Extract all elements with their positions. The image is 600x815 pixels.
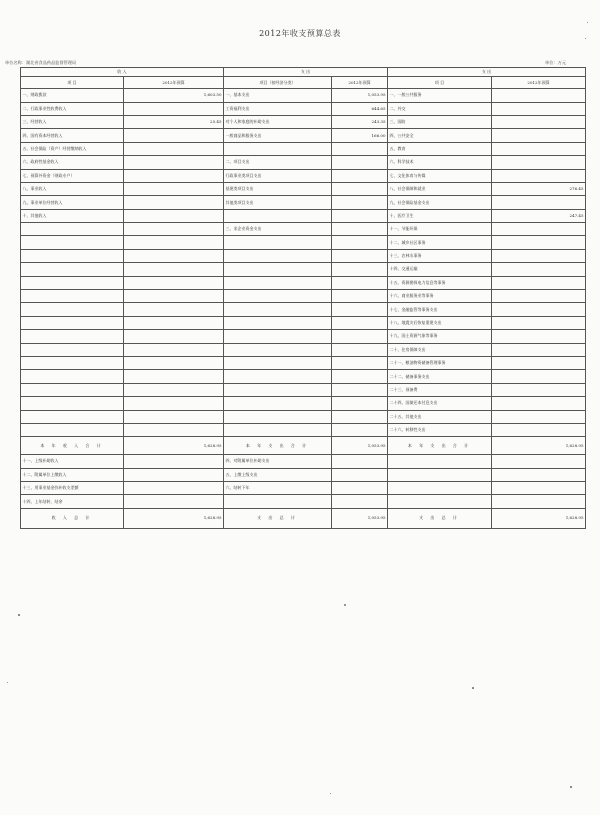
econ-amount-cell: [332, 357, 388, 370]
income-item-cell: [21, 357, 124, 370]
econ-amount-cell: [332, 196, 388, 209]
table-row: [21, 343, 586, 356]
income-amount-cell: [124, 370, 224, 383]
income-item-cell: [21, 249, 124, 262]
econ-amount-cell: [332, 169, 388, 182]
econ-amount-cell: [332, 142, 388, 155]
func-amount-cell: [492, 370, 586, 383]
income-amount-cell: [124, 290, 224, 303]
func-item-cell: 十、医疗卫生: [388, 209, 492, 222]
func-item-cell: [388, 481, 492, 494]
header-row-columns: [21, 76, 586, 88]
func-amount-cell: [492, 115, 586, 128]
econ-item-cell: [224, 410, 332, 423]
econ-item-cell: 对个人和家庭的补助支出: [224, 115, 332, 128]
econ-amount-cell: [332, 276, 388, 289]
document-title: 2012年收支预算总表: [259, 29, 341, 38]
income-total-amount: 1,628.95: [124, 437, 224, 455]
func-item-cell: 二十、住房保障支出: [388, 343, 492, 356]
func-item-cell: 十八、地震灾后恢复重建支出: [388, 316, 492, 329]
func-item-cell: 三、国防: [388, 115, 492, 128]
income-amount-cell: [124, 249, 224, 262]
econ-amount-cell: [332, 343, 388, 356]
econ-amount-cell: [332, 156, 388, 169]
econ-amount-cell: [332, 236, 388, 249]
table-row: [21, 397, 586, 410]
econ-item-cell: [224, 236, 332, 249]
income-amount-cell: [124, 169, 224, 182]
income-item-cell: 二、行政事业性收费收入: [21, 102, 124, 115]
unit-currency-label: 单位：万元: [545, 60, 566, 65]
table-row: [21, 316, 586, 329]
scan-speck: [585, 38, 586, 39]
func-item-cell: 二十二、储备事务支出: [388, 370, 492, 383]
func-amount-cell: [492, 102, 586, 115]
budget-summary-table: [20, 67, 586, 529]
table-row: [21, 410, 586, 423]
income-item-cell: 五、社会保险（资产）经营缴纳收入: [21, 142, 124, 155]
econ-item-cell: [224, 397, 332, 410]
expense-func-header: 支 出: [388, 68, 586, 77]
func-item-cell: 二、外交: [388, 102, 492, 115]
func-amount-cell: [492, 169, 586, 182]
func-amount-cell: [492, 249, 586, 262]
econ-amount-cell: [332, 316, 388, 329]
income-item-cell: [21, 236, 124, 249]
econ-item-cell: [224, 290, 332, 303]
income-amount-cell: [124, 423, 224, 436]
income-total-label: 本 年 收 入 合 计: [21, 437, 124, 455]
table-row: [21, 303, 586, 316]
table-row: [21, 196, 586, 209]
func-amount-cell: [492, 481, 586, 494]
func-item-cell: 二十四、国债还本付息支出: [388, 397, 492, 410]
income-amount-cell: [124, 209, 224, 222]
econ-item-cell: 一、基本支出: [224, 89, 332, 102]
func-amount-cell: [492, 223, 586, 236]
income-amount-cell: 1,603.50: [124, 89, 224, 102]
func-amount-cell: [492, 397, 586, 410]
func-amount-cell: [492, 423, 586, 436]
table-row: [21, 209, 586, 222]
func-item-cell: 二十五、其他支出: [388, 410, 492, 423]
income-grand-label: 收 入 总 计: [21, 508, 124, 528]
income-item-cell: [21, 397, 124, 410]
income-amount-cell: [124, 142, 224, 155]
econ-item-cell: [224, 249, 332, 262]
col-income-item: 项 目: [21, 76, 124, 88]
func-item-cell: 九、社会保险基金支出: [388, 196, 492, 209]
econ-item-cell: [224, 263, 332, 276]
econ-amount-cell: 243.35: [332, 115, 388, 128]
econ-item-cell: 五、上缴上级支出: [224, 468, 332, 481]
table-row: [21, 223, 586, 236]
table-row: [21, 249, 586, 262]
income-amount-cell: [124, 343, 224, 356]
income-item-cell: 十二、附属单位上缴收入: [21, 468, 124, 481]
func-amount-cell: [492, 343, 586, 356]
func-total-amount: 1,628.95: [492, 437, 586, 455]
income-item-cell: [21, 316, 124, 329]
table-row: [21, 290, 586, 303]
econ-total-amount: 1,053.95: [332, 437, 388, 455]
func-amount-cell: [492, 156, 586, 169]
econ-amount-cell: [332, 383, 388, 396]
func-item-cell: 十九、国土资源气象等事务: [388, 330, 492, 343]
econ-item-cell: [224, 370, 332, 383]
econ-amount-cell: [332, 290, 388, 303]
econ-amount-cell: [332, 370, 388, 383]
income-amount-cell: [124, 468, 224, 481]
table-row: [21, 455, 586, 468]
table-row: [21, 156, 586, 169]
grand-total-row: [21, 508, 586, 528]
func-item-cell: 十五、资源勘探电力信息等事务: [388, 276, 492, 289]
col-econ-budget: 2012年预算: [332, 76, 388, 88]
econ-amount-cell: [332, 330, 388, 343]
func-item-cell: [388, 468, 492, 481]
scan-speck: [472, 687, 474, 689]
table-row: [21, 276, 586, 289]
func-amount-cell: [492, 303, 586, 316]
table-row: [21, 468, 586, 481]
scan-speck: [344, 604, 346, 606]
econ-amount-cell: [332, 495, 388, 508]
table-row: [21, 115, 586, 128]
scan-speck: [18, 614, 20, 616]
scan-speck: [7, 682, 8, 683]
func-amount-cell: [492, 455, 586, 468]
income-item-cell: 一、财政拨款: [21, 89, 124, 102]
econ-grand-label: 支 出 总 计: [224, 508, 332, 528]
table-row: [21, 129, 586, 142]
econ-item-cell: 行政事业类项目支出: [224, 169, 332, 182]
econ-amount-cell: [332, 182, 388, 195]
func-amount-cell: [492, 263, 586, 276]
func-amount-cell: [492, 316, 586, 329]
func-item-cell: 十七、金融监管等事务支出: [388, 303, 492, 316]
func-item-cell: 十六、商业服务业等事务: [388, 290, 492, 303]
table-row: [21, 169, 586, 182]
func-item-cell: 二十六、转移性支出: [388, 423, 492, 436]
func-item-cell: 十一、节能环保: [388, 223, 492, 236]
func-item-cell: 四、公共安全: [388, 129, 492, 142]
func-amount-cell: [492, 290, 586, 303]
econ-amount-cell: 1,053.95: [332, 89, 388, 102]
table-row: [21, 357, 586, 370]
income-amount-cell: 25.45: [124, 115, 224, 128]
income-amount-cell: [124, 236, 224, 249]
econ-item-cell: [224, 343, 332, 356]
income-item-cell: [21, 423, 124, 436]
econ-item-cell: [224, 276, 332, 289]
table-row: [21, 263, 586, 276]
income-item-cell: 八、事业收入: [21, 182, 124, 195]
func-item-cell: [388, 495, 492, 508]
annual-total-row: [21, 437, 586, 455]
func-item-cell: 五、教育: [388, 142, 492, 155]
income-item-cell: 十三、用事业基金弥补收支差额: [21, 481, 124, 494]
func-item-cell: 二十三、预备费: [388, 383, 492, 396]
income-amount-cell: [124, 129, 224, 142]
income-amount-cell: [124, 182, 224, 195]
income-amount-cell: [124, 223, 224, 236]
table-row: [21, 142, 586, 155]
func-item-cell: 一、一般公共服务: [388, 89, 492, 102]
func-amount-cell: [492, 89, 586, 102]
table-row: [21, 423, 586, 436]
func-amount-cell: 247.45: [492, 209, 586, 222]
income-amount-cell: [124, 455, 224, 468]
table-row: [21, 481, 586, 494]
income-amount-cell: [124, 196, 224, 209]
income-amount-cell: [124, 383, 224, 396]
income-amount-cell: [124, 102, 224, 115]
income-item-cell: [21, 343, 124, 356]
econ-item-cell: 基建类项目支出: [224, 182, 332, 195]
econ-amount-cell: [332, 423, 388, 436]
func-grand-label: 支 出 总 计: [388, 508, 492, 528]
income-amount-cell: [124, 330, 224, 343]
econ-amount-cell: [332, 209, 388, 222]
econ-amount-cell: [332, 468, 388, 481]
income-grand-amount: 1,628.95: [124, 508, 224, 528]
econ-item-cell: 三、非企业资金支出: [224, 223, 332, 236]
econ-amount-cell: [332, 455, 388, 468]
col-func-item: 项 目: [388, 76, 492, 88]
econ-item-cell: [224, 316, 332, 329]
econ-item-cell: [224, 330, 332, 343]
income-item-cell: 四、国有资本经营收入: [21, 129, 124, 142]
income-item-cell: [21, 330, 124, 343]
table-row: [21, 383, 586, 396]
func-amount-cell: [492, 330, 586, 343]
income-item-cell: [21, 276, 124, 289]
econ-amount-cell: 166.00: [332, 129, 388, 142]
func-item-cell: [388, 455, 492, 468]
table-row: [21, 236, 586, 249]
income-item-cell: [21, 263, 124, 276]
table-row: [21, 495, 586, 508]
income-item-cell: [21, 370, 124, 383]
col-income-budget: 2012年预算: [124, 76, 224, 88]
econ-amount-cell: [332, 263, 388, 276]
func-amount-cell: [492, 142, 586, 155]
econ-item-cell: 二、项目支出: [224, 156, 332, 169]
func-amount-cell: [492, 383, 586, 396]
expense-econ-header: 支 出: [224, 68, 388, 77]
func-item-cell: 十三、农林水事务: [388, 249, 492, 262]
table-row: [21, 330, 586, 343]
func-amount-cell: [492, 357, 586, 370]
func-amount-cell: [492, 196, 586, 209]
econ-item-cell: [224, 383, 332, 396]
col-econ-item: 项目（按经济分类）: [224, 76, 332, 88]
econ-item-cell: [224, 209, 332, 222]
income-item-cell: [21, 290, 124, 303]
income-amount-cell: [124, 357, 224, 370]
econ-item-cell: 四、对附属单位补助支出: [224, 455, 332, 468]
income-amount-cell: [124, 495, 224, 508]
income-item-cell: [21, 303, 124, 316]
income-item-cell: [21, 223, 124, 236]
unit-name-label: 单位名称：湖北省食品药品监督管理局: [5, 60, 77, 65]
func-item-cell: 十四、交通运输: [388, 263, 492, 276]
econ-item-cell: 其他类项目支出: [224, 196, 332, 209]
income-item-cell: 十一、上级补助收入: [21, 455, 124, 468]
func-amount-cell: [492, 495, 586, 508]
func-total-label: 本 年 支 出 合 计: [388, 437, 492, 455]
income-amount-cell: [124, 276, 224, 289]
econ-amount-cell: [332, 303, 388, 316]
table-row: [21, 370, 586, 383]
header-row-group: [21, 68, 586, 77]
econ-amount-cell: [332, 223, 388, 236]
func-item-cell: 八、社会保障和就业: [388, 182, 492, 195]
econ-item-cell: [224, 142, 332, 155]
table-row: [21, 102, 586, 115]
func-amount-cell: [492, 468, 586, 481]
scan-speck: [570, 786, 572, 788]
econ-item-cell: [224, 357, 332, 370]
func-item-cell: 七、文化体育与传媒: [388, 169, 492, 182]
income-item-cell: 十、其他收入: [21, 209, 124, 222]
econ-amount-cell: 644.65: [332, 102, 388, 115]
income-amount-cell: [124, 397, 224, 410]
income-header: 收 入: [21, 68, 224, 77]
econ-amount-cell: [332, 397, 388, 410]
func-amount-cell: [492, 236, 586, 249]
func-item-cell: 十二、城乡社区事务: [388, 236, 492, 249]
income-amount-cell: [124, 481, 224, 494]
income-amount-cell: [124, 263, 224, 276]
econ-amount-cell: [332, 249, 388, 262]
table-row: [21, 182, 586, 195]
func-grand-amount: 1,628.95: [492, 508, 586, 528]
econ-total-label: 本 年 支 出 合 计: [224, 437, 332, 455]
table-row: [21, 89, 586, 102]
income-item-cell: 七、预算外资金（财政专户）: [21, 169, 124, 182]
econ-item-cell: 一般商品和服务支出: [224, 129, 332, 142]
func-amount-cell: [492, 129, 586, 142]
econ-item-cell: 工资福利支出: [224, 102, 332, 115]
income-item-cell: [21, 410, 124, 423]
scan-speck: [587, 22, 588, 23]
econ-grand-amount: 1,053.95: [332, 508, 388, 528]
scan-speck: [330, 793, 331, 794]
econ-amount-cell: [332, 410, 388, 423]
econ-item-cell: [224, 303, 332, 316]
func-item-cell: 六、科学技术: [388, 156, 492, 169]
econ-item-cell: [224, 495, 332, 508]
income-item-cell: 六、政府性基金收入: [21, 156, 124, 169]
income-item-cell: 九、事业单位经营收入: [21, 196, 124, 209]
func-item-cell: 二十一、粮油物资储备管理事务: [388, 357, 492, 370]
econ-amount-cell: [332, 481, 388, 494]
func-amount-cell: [492, 410, 586, 423]
income-item-cell: [21, 383, 124, 396]
col-func-budget: 2012年预算: [492, 76, 586, 88]
func-amount-cell: 276.45: [492, 182, 586, 195]
econ-item-cell: 六、结转下年: [224, 481, 332, 494]
econ-item-cell: [224, 423, 332, 436]
income-item-cell: 三、经营收入: [21, 115, 124, 128]
income-item-cell: 十四、上年结转、结余: [21, 495, 124, 508]
income-amount-cell: [124, 303, 224, 316]
func-amount-cell: [492, 276, 586, 289]
income-amount-cell: [124, 316, 224, 329]
income-amount-cell: [124, 410, 224, 423]
income-amount-cell: [124, 156, 224, 169]
